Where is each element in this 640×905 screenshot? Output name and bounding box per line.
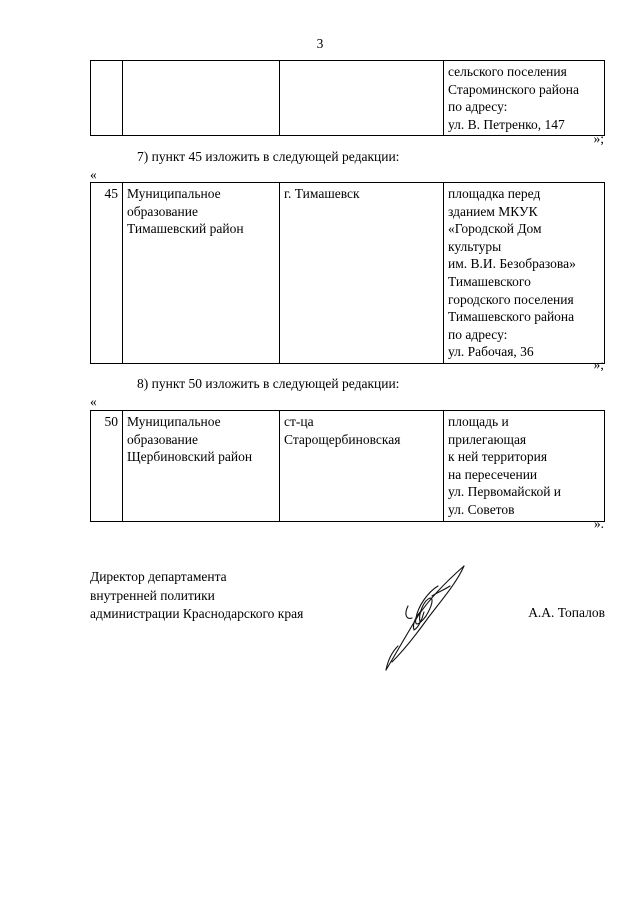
cell-address	[444, 61, 605, 136]
cell-number	[91, 183, 123, 364]
table-row	[91, 411, 605, 522]
cell-address	[444, 411, 605, 522]
cell-text-line: ст-ца	[284, 414, 314, 429]
table-row	[91, 183, 605, 364]
closing-quote-2: »;	[593, 357, 604, 372]
cell-text: 45	[104, 186, 118, 201]
cell-text-line: Тимашевского	[448, 273, 531, 289]
paragraph-8: 8) пункт 50 изложить в следующей редакции:	[137, 376, 400, 391]
cell-municipality	[123, 183, 280, 364]
cell-text-line: ул. Советов	[448, 501, 515, 517]
cell-text-line: ул. Рабочая, 36	[448, 344, 534, 360]
cell-text: 50	[104, 414, 118, 429]
cell-text-line: по адресу:	[448, 99, 508, 115]
cell-text-line: Щербиновский район	[127, 449, 253, 465]
cell-text-line: на пересечении	[448, 466, 538, 482]
cell-text-line: им. В.И. Безобразова»	[448, 256, 576, 272]
cell-text-line: Муниципальное	[127, 186, 221, 201]
cell-text-line: прилегающая	[448, 431, 527, 447]
table-item-45	[90, 182, 605, 364]
cell-text-line: Старощербиновская	[284, 431, 401, 447]
cell-text-line: площадка перед	[448, 186, 541, 201]
signatory-title-line: Директор департамента	[90, 569, 227, 584]
cell-text-line: площадь и	[448, 414, 509, 429]
cell-text-line: по адресу:	[448, 326, 508, 342]
cell-text-line: «Городской Дом	[448, 221, 542, 237]
cell-text-line: образование	[127, 203, 198, 219]
cell-address	[444, 183, 605, 364]
cell-municipality	[123, 61, 280, 136]
table-row	[91, 61, 605, 136]
cell-text-line: Староминского района	[448, 81, 579, 97]
handwritten-signature	[378, 562, 470, 674]
cell-settlement	[280, 61, 444, 136]
opening-quote-8: «	[90, 394, 97, 409]
closing-quote-3: ».	[593, 516, 604, 531]
cell-municipality	[123, 411, 280, 522]
cell-text-line: образование	[127, 431, 198, 447]
closing-quote-1: »;	[593, 131, 604, 146]
opening-quote-7: «	[90, 167, 97, 182]
signatory-title	[90, 568, 303, 624]
cell-text-line: Муниципальное	[127, 414, 221, 429]
cell-text-line: ул. Первомайской и	[448, 484, 562, 500]
cell-text-line: к ней территория	[448, 449, 548, 465]
cell-settlement	[280, 183, 444, 364]
cell-text-line: Тимашевский район	[127, 221, 244, 237]
cell-text-line: г. Тимашевск	[284, 186, 360, 201]
cell-text-line: сельского поселения	[448, 64, 567, 79]
paragraph-7: 7) пункт 45 изложить в следующей редакции:	[137, 149, 400, 164]
signatory-title-line: внутренней политики	[90, 587, 215, 603]
cell-number	[91, 61, 123, 136]
table-item-50	[90, 410, 605, 522]
cell-number	[91, 411, 123, 522]
cell-text-line: Тимашевского района	[448, 309, 575, 325]
cell-text-line: городского поселения	[448, 291, 574, 307]
cell-settlement	[280, 411, 444, 522]
cell-text-line: культуры	[448, 238, 502, 254]
cell-text-line: ул. В. Петренко, 147	[448, 116, 565, 132]
signatory-name: А.А. Топалов	[528, 605, 605, 620]
page-number: 3	[316, 36, 324, 51]
signatory-title-line: администрации Краснодарского края	[90, 606, 304, 621]
table-continuation	[90, 60, 605, 136]
cell-text-line: зданием МКУК	[448, 203, 538, 219]
